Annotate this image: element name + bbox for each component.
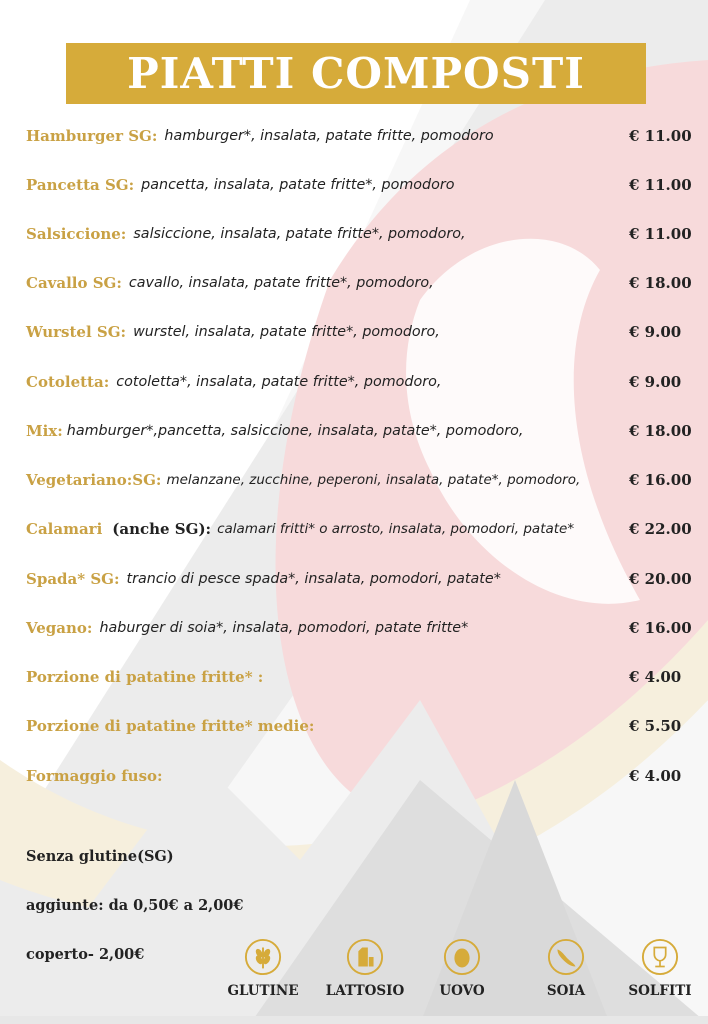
item-price: € 16.00 (629, 471, 692, 489)
item-name: Salsiccione: (26, 225, 127, 243)
additions-note: aggiunte: da 0,50€ a 2,00€ (26, 897, 244, 914)
allergen-soia (521, 938, 611, 999)
item-price: € 5.50 (629, 717, 682, 735)
title-banner (66, 43, 646, 104)
allergen-label: UOVO (439, 983, 485, 999)
allergen-label: LATTOSIO (325, 983, 405, 999)
menu-item (26, 468, 692, 492)
item-price: € 11.00 (629, 176, 692, 194)
wine-glass-icon (641, 938, 679, 976)
menu-item (26, 764, 686, 788)
item-description: pancetta, insalata, patate fritte*, pomodoro (141, 177, 455, 193)
allergen-uovo (417, 938, 507, 999)
item-description: salsiccione, insalata, patate fritte*, pomodoro, (133, 226, 466, 242)
milk-icon (346, 938, 384, 976)
menu-item (26, 173, 692, 197)
item-price: € 4.00 (629, 767, 682, 785)
item-description: wurstel, insalata, patate fritte*, pomodoro, (133, 324, 440, 340)
menu-item (26, 616, 692, 640)
item-name: Vegano: (26, 619, 93, 637)
allergen-lattosio (320, 938, 410, 999)
menu-item (26, 714, 686, 738)
menu-item (26, 222, 692, 246)
item-price: € 11.00 (629, 225, 692, 243)
page-title: PIATTI COMPOSTI (127, 49, 585, 98)
item-price: € 22.00 (629, 520, 692, 538)
item-name: Spada* SG: (26, 570, 120, 588)
item-name: Porzione di patatine fritte* : (26, 668, 264, 686)
item-description: calamari fritti* o arrosto, insalata, pomodori, patate* (217, 521, 575, 537)
item-price: € 18.00 (629, 422, 692, 440)
item-price: € 9.00 (629, 323, 682, 341)
gluten-free-note: Senza glutine(SG) (26, 848, 174, 865)
menu-item (26, 567, 692, 591)
cover-charge-note: coperto- 2,00€ (26, 946, 145, 963)
item-name: Cavallo SG: (26, 274, 122, 292)
item-name: Porzione di patatine fritte* medie: (26, 717, 315, 735)
item-description: hamburger*,pancetta, salsiccione, insalata, patate*, pomodoro, (66, 423, 524, 439)
menu-item (26, 665, 686, 689)
item-name: Pancetta SG: (26, 176, 135, 194)
wheat-icon (244, 938, 282, 976)
item-description: hamburger*, insalata, patate fritte, pomodoro (164, 128, 494, 144)
menu-item (26, 419, 692, 443)
soy-icon (547, 938, 585, 976)
item-name: Mix: (26, 422, 63, 440)
menu-item (26, 517, 692, 541)
item-name: Cotoletta: (26, 373, 110, 391)
item-description: cotoletta*, insalata, patate fritte*, pomodoro, (116, 374, 442, 390)
allergen-label: SOLFITI (628, 983, 692, 999)
item-name: Vegetariano:SG: (26, 471, 162, 489)
item-price: € 16.00 (629, 619, 692, 637)
item-price: € 11.00 (629, 127, 692, 145)
item-price: € 4.00 (629, 668, 682, 686)
item-description: cavallo, insalata, patate fritte*, pomodoro, (128, 275, 434, 291)
item-description: haburger di soia*, insalata, pomodori, patate fritte* (99, 620, 469, 636)
item-price: € 18.00 (629, 274, 692, 292)
allergen-label: SOIA (546, 983, 586, 999)
egg-icon (443, 938, 481, 976)
allergen-solfiti (615, 938, 705, 999)
allergen-label: GLUTINE (227, 983, 299, 999)
item-name: Wurstel SG: (26, 323, 127, 341)
item-name: Calamari (26, 520, 103, 538)
menu-item (26, 124, 692, 148)
item-name: Formaggio fuso: (26, 767, 163, 785)
menu-item (26, 320, 686, 344)
item-name: Hamburger SG: (26, 127, 158, 145)
item-price: € 9.00 (629, 373, 682, 391)
item-price: € 20.00 (629, 570, 692, 588)
item-description: melanzane, zucchine, peperoni, insalata, patate*, pomodoro, (166, 472, 581, 488)
menu-item (26, 271, 692, 295)
item-description: trancio di pesce spada*, insalata, pomodori, patate* (126, 571, 501, 587)
item-gluten-free-note: (anche SG): (112, 520, 212, 538)
menu-item (26, 370, 686, 394)
allergen-glutine (218, 938, 308, 999)
